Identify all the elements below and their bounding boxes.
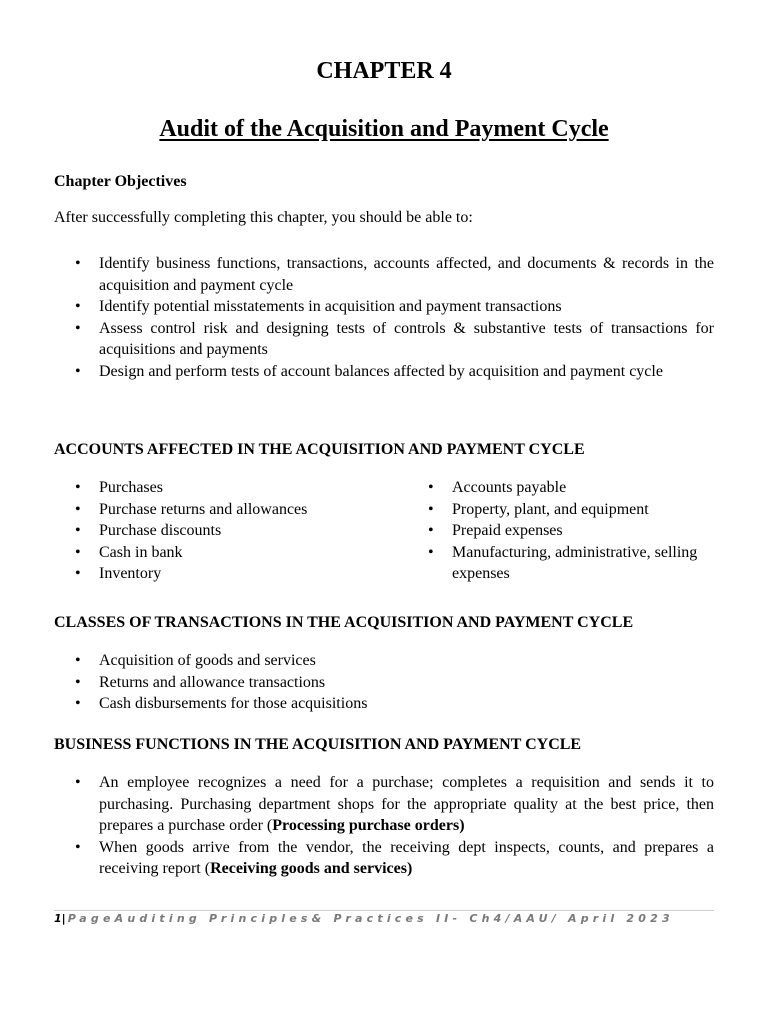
account-item: • Inventory [53,563,393,585]
objectives-intro: After successfully completing this chapter, you should be able to: [54,209,473,226]
function-text: When goods arrive from the vendor, the receiving dept inspects, counts, and prepares a receiving report ( [99,838,714,877]
account-item: • Accounts payable [406,477,726,499]
page-number: 1 [54,912,62,925]
classes-list [53,650,714,715]
objective-item: • Identify potential misstatements in acquisition and payment transactions [53,296,714,318]
accounts-list-left [53,477,393,585]
page-footer [54,911,674,927]
objective-item: • Design and perform tests of account balances affected by acquisition and payment cycle [53,361,714,383]
function-item [53,772,714,837]
objective-item: • Assess control risk and designing tests of controls & substantive tests of transactions for acquisitions and payments [53,318,714,361]
account-item: • Manufacturing, administrative, selling expenses [406,542,726,585]
chapter-number: CHAPTER 4 [316,58,452,84]
accounts-heading: ACCOUNTS AFFECTED IN THE ACQUISITION AND PAYMENT CYCLE [54,441,585,458]
function-label: Processing purchase orders) [272,817,465,834]
functions-heading: BUSINESS FUNCTIONS IN THE ACQUISITION AND PAYMENT CYCLE [54,736,582,753]
function-item [53,837,714,880]
account-item: • Property, plant, and equipment [406,499,726,521]
footer-separator: | [61,912,66,925]
classes-heading: CLASSES OF TRANSACTIONS IN THE ACQUISITION AND PAYMENT CYCLE [54,614,634,631]
class-item: • Returns and allowance transactions [53,672,714,694]
account-item: • Cash in bank [53,542,393,564]
function-text: An employee recognizes a need for a purchase; completes a requisition and sends it to purchasing. Purchasing department shops for the appropriate quality at the best price, then prepares a purchase order ( [99,774,714,834]
objectives-list [53,253,714,382]
class-item: • Acquisition of goods and services [53,650,714,672]
functions-list [53,772,714,880]
account-item: • Purchase returns and allowances [53,499,393,521]
account-item: • Purchase discounts [53,520,393,542]
chapter-title: Audit of the Acquisition and Payment Cycle [159,116,609,142]
accounts-list-right [406,477,726,585]
class-item: • Cash disbursements for those acquisitions [53,693,714,715]
objective-item: • Identify business functions, transactions, accounts affected, and documents & records in the acquisition and payment cycle [53,253,714,296]
objectives-heading: Chapter Objectives [54,173,187,190]
account-item: • Prepaid expenses [406,520,726,542]
account-item: • Purchases [53,477,393,499]
footer-text: PageAuditing Principles& Practices II- Ch4/AAU/ April 2023 [67,912,674,925]
function-label: Receiving goods and services) [210,860,413,877]
